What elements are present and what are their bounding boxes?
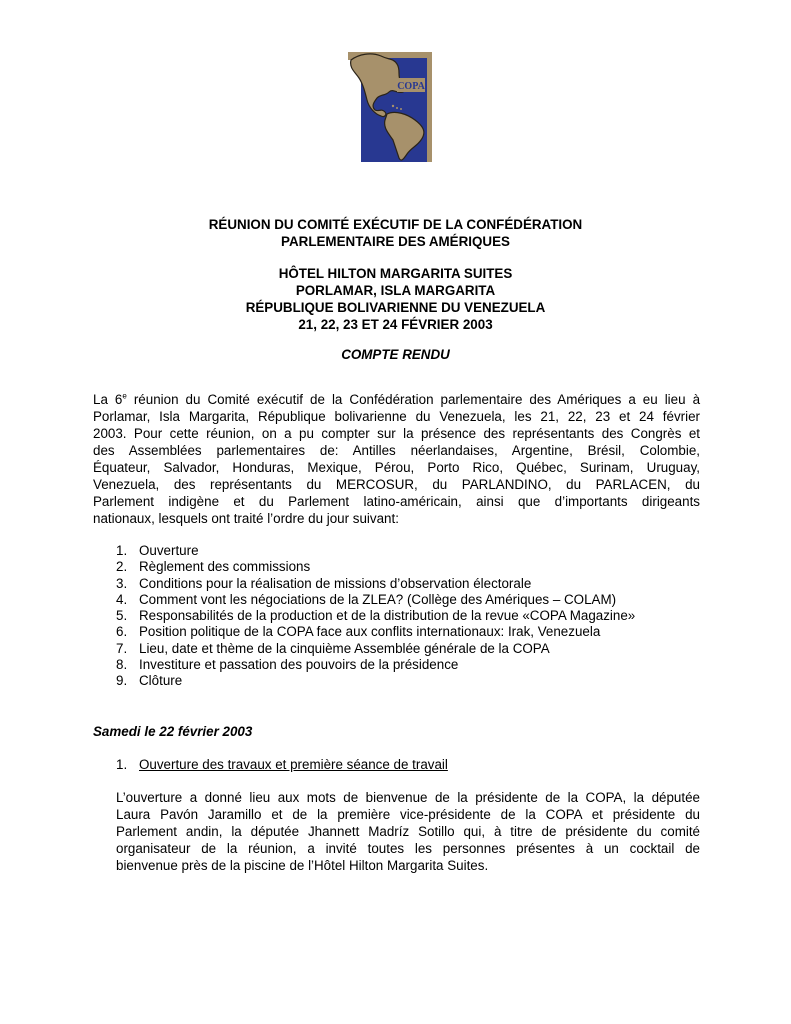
agenda-number: 1.: [116, 543, 128, 558]
agenda-number: 3.: [116, 575, 128, 591]
section-item-heading: [116, 756, 448, 773]
agenda-item: [116, 543, 635, 559]
title-line: PARLEMENTAIRE DES AMÉRIQUES: [281, 234, 510, 249]
intro-paragraph: [93, 391, 700, 527]
agenda-text: Comment vont les négociations de la ZLEA? (Collège des Amériques – COLAM): [139, 591, 617, 607]
paragraph-line: nationaux, lesquels ont traité l’ordre du jour suivant:: [93, 511, 399, 526]
island-dot: [400, 108, 402, 110]
island-dot: [392, 105, 394, 107]
paragraph-line: organisateur de la réunion, a invité toutes les personnes présentes à un cocktail de: [116, 841, 700, 856]
copa-logo: [341, 48, 435, 164]
venue-block: [90, 265, 701, 333]
agenda-number: 6.: [116, 624, 128, 640]
agenda-number: 5.: [116, 608, 128, 624]
agenda-item: [116, 576, 635, 592]
paragraph-line: 2003. Pour cette réunion, on a pu compter sur la présence des représentants des Congrès et: [93, 426, 700, 441]
paragraph-line: Équateur, Salvador, Honduras, Mexique, Pérou, Porto Rico, Québec, Surinam, Uruguay,: [93, 460, 700, 475]
agenda-number: 4.: [116, 591, 128, 607]
agenda-text: Conditions pour la réalisation de missions d’observation électorale: [139, 575, 532, 591]
paragraph-line: bienvenue près de la piscine de l’Hôtel Hilton Margarita Suites.: [116, 858, 489, 873]
venue-city: PORLAMAR, ISLA MARGARITA: [295, 283, 496, 298]
paragraph-line: L’ouverture a donné lieu aux mots de bienvenue de la présidente de la COPA, la députée: [116, 790, 700, 805]
venue-country: RÉPUBLIQUE BOLIVARIENNE DU VENEZUELA: [245, 300, 546, 315]
agenda-item: [116, 559, 635, 575]
paragraph-line: Parlement indigène et du Parlement latino-américain, ainsi que d’importants dirigeants: [93, 494, 700, 509]
superscript: e: [122, 391, 127, 401]
meeting-dates: 21, 22, 23 ET 24 FÉVRIER 2003: [298, 317, 493, 332]
americas-map-icon: [341, 48, 435, 164]
agenda-text: Règlement des commissions: [139, 559, 311, 575]
paragraph-line: Venezuela, des représentants du MERCOSUR, du PARLANDINO, du PARLACEN, du: [93, 477, 700, 492]
agenda-list: [116, 543, 635, 690]
agenda-text: Responsabilités de la production et de la distribution de la revue «COPA Magazine»: [139, 608, 636, 624]
agenda-text: Ouverture: [139, 543, 199, 558]
section-date-heading: Samedi le 22 février 2003: [93, 724, 253, 739]
agenda-item: [116, 608, 635, 624]
title-line: RÉUNION DU COMITÉ EXÉCUTIF DE LA CONFÉDÉRATION: [208, 217, 583, 232]
paragraph-line: Laura Pavón Jaramillo et de la première vice-présidente de la COPA et présidente du: [116, 807, 700, 822]
paragraph-text: réunion du Comité exécutif de la Confédération parlementaire des Amériques a eu lieu à: [126, 392, 701, 407]
agenda-number: 8.: [116, 657, 128, 673]
agenda-text: Investiture et passation des pouvoirs de la présidence: [139, 657, 459, 673]
agenda-number: 2.: [116, 559, 128, 575]
paragraph-line: [93, 391, 700, 408]
section-item-number: 1.: [116, 757, 128, 772]
paragraph-line: des Assemblées parlementaires de: Antilles néerlandaises, Argentine, Brésil, Colombie,: [93, 443, 700, 458]
agenda-text: Clôture: [139, 673, 183, 689]
venue-hotel: HÔTEL HILTON MARGARITA SUITES: [278, 266, 513, 281]
section-item-title: Ouverture des travaux et première séance de travail: [139, 757, 448, 772]
compte-rendu-heading: COMPTE RENDU: [341, 347, 450, 362]
paragraph-line: Porlamar, Isla Margarita, République bolivarienne du Venezuela, les 21, 22, 23 et 24 février: [93, 409, 700, 424]
agenda-item: [116, 592, 635, 608]
agenda-item: [116, 641, 635, 657]
paragraph-line: Parlement andin, la députée Jhannett Madríz Sotillo qui, à titre de présidente du comité: [116, 824, 700, 839]
paragraph-text: La 6: [93, 392, 123, 407]
agenda-item: [116, 657, 635, 673]
island-dot: [396, 107, 398, 109]
agenda-text: Position politique de la COPA face aux conflits internationaux: Irak, Venezuela: [139, 624, 601, 640]
logo-text: COPA: [397, 81, 425, 92]
agenda-text: Lieu, date et thème de la cinquième Assemblée générale de la COPA: [139, 640, 550, 656]
opening-paragraph: [116, 789, 700, 874]
agenda-number: 7.: [116, 640, 128, 656]
agenda-number: 9.: [116, 673, 128, 689]
meeting-title: [90, 216, 701, 250]
agenda-item: [116, 673, 635, 689]
agenda-item: [116, 624, 635, 640]
